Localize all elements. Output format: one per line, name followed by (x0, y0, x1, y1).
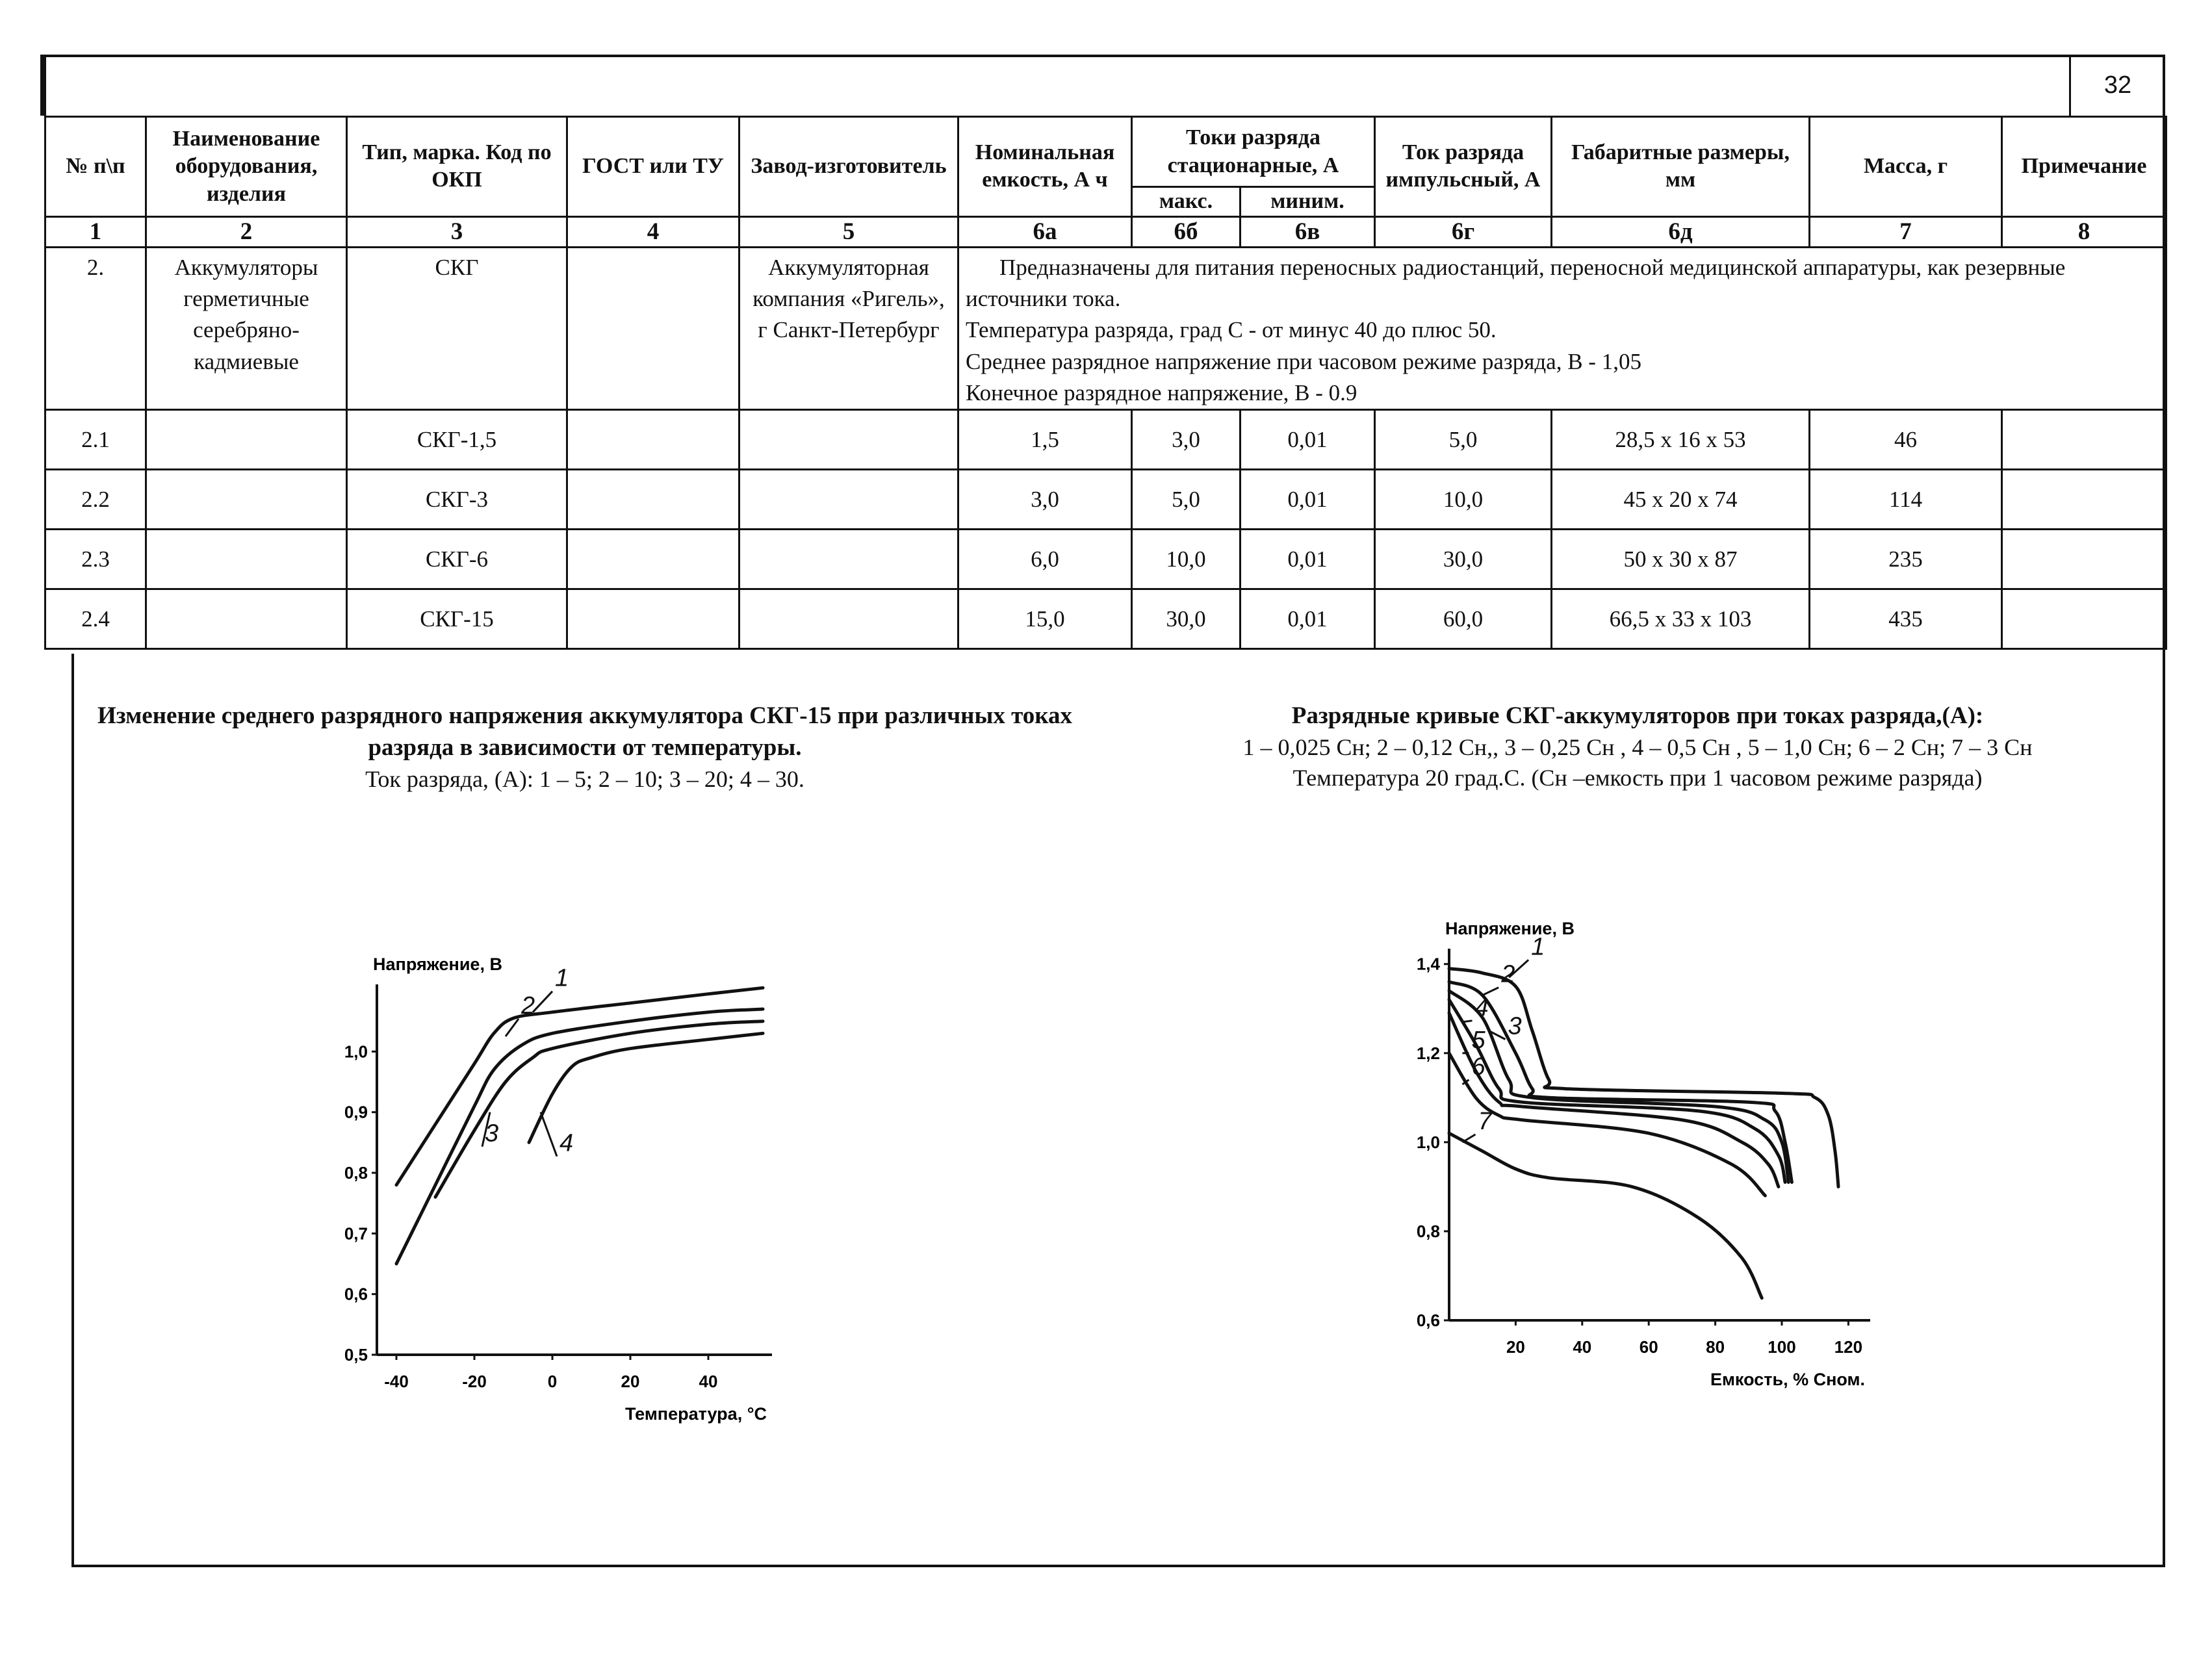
row-cur-min: 0,01 (1241, 470, 1375, 530)
x-tick-label: 40 (699, 1372, 718, 1391)
row-gost (567, 589, 739, 649)
desc-line-end-voltage: Конечное разрядное напряжение, В - 0.9 (966, 380, 1357, 406)
header-pulse: Ток разряда импульсный, А (1375, 117, 1552, 217)
series-line-4 (529, 1033, 763, 1142)
header-gost: ГОСТ или ТУ (567, 117, 739, 217)
x-axis-title: Температура, °С (625, 1404, 767, 1424)
group-gost-cell (567, 247, 739, 409)
row-num: 2.4 (45, 589, 146, 649)
row-dims: 45 х 20 х 74 (1552, 470, 1810, 530)
row-cur-max: 5,0 (1132, 470, 1241, 530)
row-mass: 435 (1810, 589, 2002, 649)
col-number: 4 (567, 216, 739, 247)
col-number: 6а (958, 216, 1132, 247)
series-label-2: 2 (521, 992, 535, 1019)
series-leader-7 (1462, 1134, 1475, 1142)
row-num: 2.3 (45, 530, 146, 589)
series-leader-4 (541, 1112, 557, 1157)
y-tick-label: 0,7 (344, 1224, 368, 1244)
row-capacity: 1,5 (958, 410, 1132, 470)
header-capacity: Номинальная емкость, А ч (958, 117, 1132, 217)
x-tick-label: 0 (547, 1372, 558, 1391)
group-num: 2. (45, 247, 146, 409)
y-tick-label: 0,8 (1416, 1221, 1440, 1241)
series-leader-4 (1462, 1021, 1472, 1022)
row-dims: 50 х 30 х 87 (1552, 530, 1810, 589)
y-tick-label: 1,4 (1416, 954, 1440, 974)
row-mass: 235 (1810, 530, 2002, 589)
y-axis-title: Напряжение, В (1445, 919, 1575, 938)
series-label-3: 3 (485, 1120, 499, 1147)
col-number: 6б (1132, 216, 1241, 247)
row-note (2002, 530, 2167, 589)
table-row (45, 589, 2167, 649)
row-maker (739, 470, 958, 530)
y-tick-label: 0,9 (344, 1102, 368, 1122)
row-cur-max: 30,0 (1132, 589, 1241, 649)
row-cur-min: 0,01 (1241, 589, 1375, 649)
row-maker (739, 410, 958, 470)
row-cur-max: 10,0 (1132, 530, 1241, 589)
desc-line-temperature: Температура разряда, град С - от минус 40 до плюс 50. (966, 317, 1497, 343)
page-number: 32 (2069, 55, 2165, 116)
y-tick-label: 1,0 (344, 1042, 368, 1062)
col-number: 6г (1375, 216, 1552, 247)
header-maker: Завод-изготовитель (739, 117, 958, 217)
series-label-3: 3 (1508, 1012, 1522, 1040)
y-axis-title: Напряжение, В (373, 955, 502, 974)
row-name (146, 530, 347, 589)
header-note: Примечание (2002, 117, 2167, 217)
series-label-4: 4 (559, 1129, 574, 1157)
row-maker (739, 530, 958, 589)
header-type: Тип, марка. Код по ОКП (347, 117, 567, 217)
row-dims: 66,5 х 33 х 103 (1552, 589, 1810, 649)
series-line-2 (396, 1009, 763, 1264)
y-tick-label: 1,2 (1416, 1043, 1440, 1063)
row-name (146, 589, 347, 649)
x-tick-label: 20 (1506, 1337, 1525, 1357)
col-number: 8 (2002, 216, 2167, 247)
row-maker (739, 589, 958, 649)
row-cur-min: 0,01 (1241, 410, 1375, 470)
table-row (45, 470, 2167, 530)
series-label-1: 1 (1531, 933, 1545, 961)
col-number: 3 (347, 216, 567, 247)
x-tick-label: 20 (621, 1372, 640, 1391)
series-label-2: 2 (1501, 960, 1515, 988)
group-maker: Аккумуляторная компания «Ригель», г Санкт-Петербург (739, 247, 958, 409)
header-cur-max: макс. (1132, 187, 1241, 217)
series-line-7 (1449, 1133, 1762, 1298)
row-pulse: 60,0 (1375, 589, 1552, 649)
discharge-curves-chart (1378, 919, 1988, 1403)
table-row (45, 410, 2167, 470)
group-description (958, 247, 2167, 409)
right-caption-title: Разрядные кривые СКГ-аккумуляторов при токах разряда,(А): (1291, 702, 1984, 729)
row-gost (567, 410, 739, 470)
x-tick-label: 40 (1573, 1337, 1592, 1357)
col-number: 5 (739, 216, 958, 247)
left-caption-title: Изменение среднего разрядного напряжения аккумулятора СКГ-15 при различных токах разряда в зависимости от температуры. (97, 702, 1073, 761)
x-tick-label: 120 (1834, 1337, 1863, 1357)
row-type: СКГ-6 (347, 530, 567, 589)
frame-left-line (40, 55, 46, 116)
x-tick-label: -40 (384, 1372, 409, 1391)
series-label-5: 5 (1471, 1026, 1485, 1054)
row-pulse: 10,0 (1375, 470, 1552, 530)
row-dims: 28,5 х 16 х 53 (1552, 410, 1810, 470)
col-number: 7 (1810, 216, 2002, 247)
x-tick-label: 60 (1639, 1337, 1658, 1357)
y-tick-label: 0,5 (344, 1345, 368, 1365)
y-tick-label: 0,6 (1416, 1311, 1440, 1330)
y-tick-label: 0,6 (344, 1284, 368, 1304)
col-number: 2 (146, 216, 347, 247)
header-cur-min: миним. (1241, 187, 1375, 217)
frame-top-line (40, 55, 2165, 57)
group-type: СКГ (347, 247, 567, 409)
right-caption-sub1: 1 – 0,025 Сн; 2 – 0,12 Сн,, 3 – 0,25 Сн , 4 – 0,5 Сн , 5 – 1,0 Сн; 6 – 2 Сн; 7 – 3 Сн (1242, 734, 2033, 760)
series-label-6: 6 (1471, 1053, 1485, 1081)
header-currents: Токи разряда стационарные, А (1132, 117, 1375, 187)
row-capacity: 3,0 (958, 470, 1132, 530)
row-note (2002, 470, 2167, 530)
x-tick-label: 100 (1768, 1337, 1796, 1357)
col-number: 6д (1552, 216, 1810, 247)
y-tick-label: 1,0 (1416, 1132, 1440, 1152)
row-note (2002, 410, 2167, 470)
row-note (2002, 589, 2167, 649)
col-number: 1 (45, 216, 146, 247)
row-name (146, 410, 347, 470)
col-number: 6в (1241, 216, 1375, 247)
row-mass: 46 (1810, 410, 2002, 470)
row-type: СКГ-1,5 (347, 410, 567, 470)
series-line-6 (1449, 1053, 1765, 1196)
series-leader-1 (533, 992, 552, 1012)
group-name: Аккумуляторы герметичные серебряно-кадмиевые (146, 247, 347, 409)
series-line-2 (1449, 982, 1792, 1182)
series-label-4: 4 (1474, 993, 1489, 1021)
temperature-voltage-chart (286, 923, 871, 1442)
x-tick-label: -20 (462, 1372, 487, 1391)
row-cur-max: 3,0 (1132, 410, 1241, 470)
row-num: 2.2 (45, 470, 146, 530)
right-caption-sub2: Температура 20 град.С. (Сн –емкость при 1 часовом режиме разряда) (1292, 765, 1983, 791)
x-tick-label: 80 (1706, 1337, 1725, 1357)
header-num: № п\п (45, 117, 146, 217)
row-num: 2.1 (45, 410, 146, 470)
row-gost (567, 470, 739, 530)
row-mass: 114 (1810, 470, 2002, 530)
right-chart-caption (1124, 700, 2151, 794)
left-caption-sub: Ток разряда, (А): 1 – 5; 2 – 10; 3 – 20; 4 – 30. (365, 765, 804, 792)
spec-table (44, 116, 2167, 650)
table-row (45, 530, 2167, 589)
header-dims: Габаритные размеры, мм (1552, 117, 1810, 217)
table-rows (45, 410, 2167, 649)
series-label-7: 7 (1478, 1107, 1492, 1135)
row-capacity: 15,0 (958, 589, 1132, 649)
row-type: СКГ-15 (347, 589, 567, 649)
frame-bottom-line (71, 1565, 2165, 1567)
left-chart-caption (71, 700, 1098, 795)
header-mass: Масса, г (1810, 117, 2002, 217)
desc-line-purpose: Предназначены для питания переносных радиостанций, переносной медицинской аппаратуры, как резервные источники тока. (966, 254, 2066, 312)
row-name (146, 470, 347, 530)
row-pulse: 30,0 (1375, 530, 1552, 589)
row-pulse: 5,0 (1375, 410, 1552, 470)
series-label-1: 1 (555, 964, 569, 992)
row-capacity: 6,0 (958, 530, 1132, 589)
row-type: СКГ-3 (347, 470, 567, 530)
header-name: Наименование оборудования, изделия (146, 117, 347, 217)
desc-line-avg-voltage: Среднее разрядное напряжение при часовом режиме разряда, В - 1,05 (966, 348, 1641, 374)
row-cur-min: 0,01 (1241, 530, 1375, 589)
x-axis-title: Емкость, % Сном. (1710, 1370, 1865, 1389)
y-tick-label: 0,8 (344, 1163, 368, 1183)
row-gost (567, 530, 739, 589)
